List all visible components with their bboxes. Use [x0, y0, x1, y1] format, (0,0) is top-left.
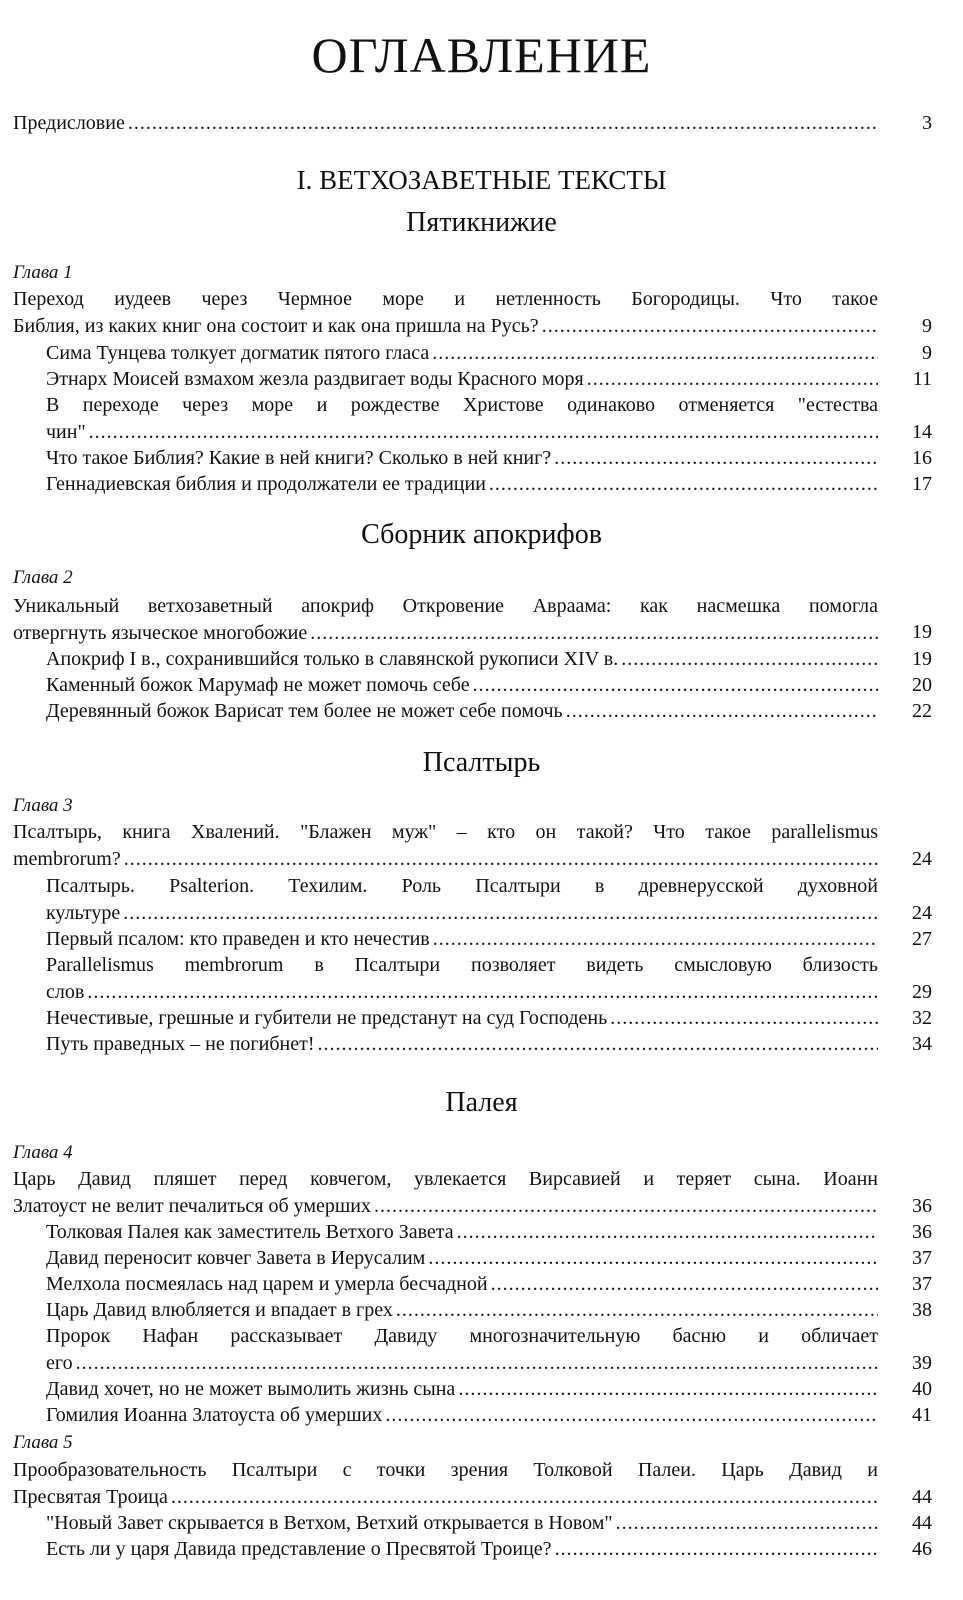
- entry-text-line2: слов: [46, 981, 85, 1003]
- chapter-title[interactable]: [13, 1457, 878, 1511]
- leader-dots: [396, 1297, 878, 1324]
- entry-text-line1: В переходе через море и рождестве Христове одинаково отменяется "естества: [46, 394, 878, 416]
- page-number: 9: [922, 315, 932, 337]
- chapter-title[interactable]: [13, 819, 878, 873]
- toc-subentry[interactable]: [46, 952, 878, 1006]
- entry-text-line2: чин": [46, 421, 86, 443]
- page-number: 22: [912, 700, 932, 722]
- toc-subentry[interactable]: [46, 1005, 878, 1032]
- toc-subentry[interactable]: [46, 1402, 878, 1429]
- part-title: I. ВЕТХОЗАВЕТНЫЕ ТЕКСТЫ: [296, 165, 667, 195]
- leader-dots: [433, 926, 878, 953]
- entry-text-line2: культуре: [46, 902, 121, 924]
- entry-text: Что такое Библия? Какие в ней книги? Сколько в ней книг?: [46, 447, 552, 469]
- entry-text: "Новый Завет скрывается в Ветхом, Ветхий открывается в Новом": [46, 1512, 613, 1534]
- toc-subentry[interactable]: [46, 1323, 878, 1377]
- page-number: 44: [912, 1486, 932, 1508]
- leader-dots: [554, 445, 878, 472]
- chapter-title[interactable]: [13, 286, 878, 340]
- toc-entry-preface[interactable]: [13, 110, 878, 137]
- page-number: 29: [912, 981, 932, 1003]
- toc-subentry[interactable]: [46, 445, 878, 472]
- toc-subentry[interactable]: [46, 340, 878, 367]
- page-number: 19: [912, 648, 932, 670]
- section-title-apocrypha: Сборник апокрифов: [361, 519, 602, 550]
- entry-text: Мелхола посмеялась над царем и умерла бесчадной: [46, 1273, 488, 1295]
- entry-text-line1: Прообразовательность Псалтыри с точки зрения Толковой Палеи. Царь Давид и: [13, 1459, 878, 1481]
- entry-text-line2: Библия, из каких книг она состоит и как она пришла на Русь?: [13, 315, 539, 337]
- entry-text: Давид хочет, но не может вымолить жизнь сына: [46, 1378, 456, 1400]
- leader-dots: [491, 1271, 878, 1298]
- entry-text: Деревянный божок Варисат тем более не может себе помочь: [46, 700, 563, 722]
- chapter-label: Глава 4: [13, 1142, 73, 1163]
- page-number: 14: [912, 421, 932, 443]
- page-number: 20: [912, 674, 932, 696]
- entry-text-line1: Царь Давид пляшет перед ковчегом, увлекается Вирсавией и теряет сына. Иоанн: [13, 1168, 878, 1190]
- page-number: 11: [912, 368, 932, 390]
- page-number: 19: [912, 621, 932, 643]
- leader-dots: [610, 1005, 878, 1032]
- page-number: 41: [912, 1404, 932, 1426]
- chapter-title[interactable]: [13, 593, 878, 647]
- entry-text-line1: Пророк Нафан рассказывает Давиду многозначительную басню и обличает: [46, 1325, 878, 1347]
- chapter-label: Глава 2: [13, 567, 73, 588]
- leader-dots: [171, 1484, 878, 1511]
- leader-dots: [616, 1510, 878, 1537]
- entry-text-line1: Уникальный ветхозаветный апокриф Откровение Авраама: как насмешка помогла: [13, 595, 878, 617]
- entry-text: Этнарх Моисей взмахом жезла раздвигает воды Красного моря: [46, 368, 584, 390]
- toc-subentry[interactable]: [46, 1510, 878, 1537]
- leader-dots: [621, 646, 878, 673]
- leader-dots: [385, 1402, 878, 1429]
- chapter-label: Глава 5: [13, 1432, 73, 1453]
- leader-dots: [489, 471, 878, 498]
- entry-text: Царь Давид влюбляется и впадает в грех: [46, 1299, 393, 1321]
- entry-text-line1: Псалтырь. Psalterion. Техилим. Роль Псалтыри в древнерусской духовной: [46, 875, 878, 897]
- page-number: 46: [912, 1538, 932, 1560]
- page-number: 36: [912, 1195, 932, 1217]
- page-number: 39: [912, 1352, 932, 1374]
- page-number: 37: [912, 1247, 932, 1269]
- leader-dots: [428, 1245, 878, 1272]
- leader-dots: [318, 1031, 879, 1058]
- entry-text-line2: membrorum?: [13, 848, 121, 870]
- entry-text: Каменный божок Марумаф не может помочь себе: [46, 674, 470, 696]
- leader-dots: [124, 846, 878, 873]
- page-number: 27: [912, 928, 932, 950]
- entry-text: Давид переносит ковчег Завета в Иерусалим: [46, 1247, 426, 1269]
- entry-text: Путь праведных – не погибнет!: [46, 1033, 315, 1055]
- toc-subentry[interactable]: [46, 471, 878, 498]
- leader-dots: [458, 1376, 878, 1403]
- entry-text: Гомилия Иоанна Златоуста об умерших: [46, 1404, 383, 1426]
- entry-text: Нечестивые, грешные и губители не предстанут на суд Господень: [46, 1007, 608, 1029]
- toc-subentry[interactable]: [46, 392, 878, 446]
- toc-subentry[interactable]: [46, 873, 878, 927]
- entry-text-line1: Переход иудеев через Чермное море и нетленность Богородицы. Что такое: [13, 288, 878, 310]
- toc-subentry[interactable]: [46, 1376, 878, 1403]
- entry-text-line2: Златоуст не велит печалиться об умерших: [13, 1195, 371, 1217]
- page-number: 36: [912, 1221, 932, 1243]
- toc-subentry[interactable]: [46, 1031, 878, 1058]
- leader-dots: [555, 1536, 878, 1563]
- toc-subentry[interactable]: [46, 672, 878, 699]
- section-title-psalter: Псалтырь: [422, 747, 541, 778]
- leader-dots: [566, 698, 878, 725]
- entry-text-line2: отвергнуть языческое многобожие: [13, 622, 308, 644]
- toc-subentry[interactable]: [46, 646, 878, 673]
- leader-dots: [123, 900, 878, 927]
- entry-text: Геннадиевская библия и продолжатели ее традиции: [46, 473, 486, 495]
- chapter-label: Глава 3: [13, 795, 73, 816]
- page-number: 24: [912, 902, 932, 924]
- leader-dots: [457, 1219, 878, 1246]
- page-number: 40: [912, 1378, 932, 1400]
- chapter-title[interactable]: [13, 1166, 878, 1220]
- leader-dots: [432, 340, 878, 367]
- entry-text-line1: Parallelismus membrorum в Псалтыри позволяет видеть смысловую близость: [46, 954, 878, 976]
- section-title-pentateuch: Пятикнижие: [406, 207, 557, 238]
- entry-text-line2: Пресвятая Троица: [13, 1486, 168, 1508]
- page-number: 16: [912, 447, 932, 469]
- page-number: 9: [922, 342, 932, 364]
- page-title: ОГЛАВЛЕНИЕ: [311, 27, 652, 83]
- leader-dots: [542, 313, 878, 340]
- leader-dots: [87, 979, 878, 1006]
- entry-text: Первый псалом: кто праведен и кто нечестив: [46, 928, 430, 950]
- entry-text: Апокриф I в., сохранившийся только в славянской рукописи XIV в.: [46, 648, 619, 670]
- entry-text: Сима Тунцева толкует догматик пятого гласа: [46, 342, 430, 364]
- leader-dots: [310, 620, 878, 647]
- page-number: 38: [912, 1299, 932, 1321]
- entry-text-line2: его: [46, 1352, 73, 1374]
- entry-text: Толковая Палея как заместитель Ветхого Завета: [46, 1221, 454, 1243]
- page-number: 17: [912, 473, 932, 495]
- toc-subentry[interactable]: [46, 1536, 878, 1563]
- entry-text: Предисловие: [13, 112, 125, 134]
- page-number: 44: [912, 1512, 932, 1534]
- page-number: 34: [912, 1033, 932, 1055]
- leader-dots: [587, 366, 878, 393]
- page-number: 32: [912, 1007, 932, 1029]
- leader-dots: [128, 110, 878, 137]
- page-number: 24: [912, 848, 932, 870]
- chapter-label: Глава 1: [13, 262, 73, 283]
- section-title-palea: Палея: [445, 1087, 518, 1118]
- toc-subentry[interactable]: [46, 698, 878, 725]
- toc-subentry[interactable]: [46, 1245, 878, 1272]
- entry-text: Есть ли у царя Давида представление о Пресвятой Троице?: [46, 1538, 552, 1560]
- leader-dots: [473, 672, 878, 699]
- leader-dots: [89, 419, 878, 446]
- entry-text-line1: Псалтырь, книга Хвалений. "Блажен муж" – кто он такой? Что такое parallelismus: [13, 821, 878, 843]
- toc-subentry[interactable]: [46, 926, 878, 953]
- toc-subentry[interactable]: [46, 1297, 878, 1324]
- toc-subentry[interactable]: [46, 366, 878, 393]
- leader-dots: [374, 1193, 878, 1220]
- toc-subentry[interactable]: [46, 1271, 878, 1298]
- page-number: 3: [922, 112, 932, 134]
- leader-dots: [76, 1350, 878, 1377]
- toc-subentry[interactable]: [46, 1219, 878, 1246]
- page-number: 37: [912, 1273, 932, 1295]
